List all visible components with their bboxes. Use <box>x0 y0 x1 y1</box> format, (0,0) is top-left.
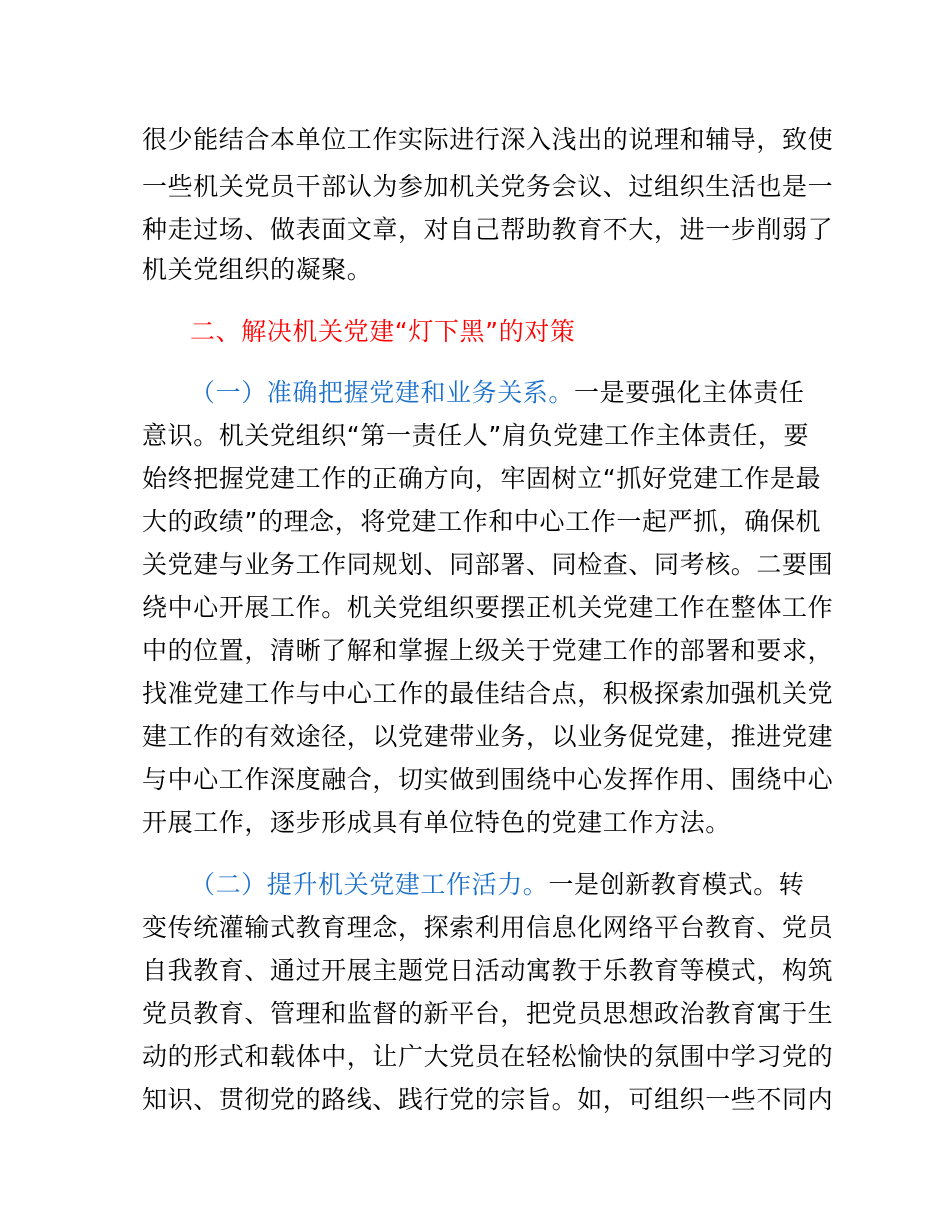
paragraph-line: 开展工作，逐步形成具有单位特色的党建工作方法。 <box>142 808 731 837</box>
paragraph-line: 动的形式和载体中，让广大党员在轻松愉快的氛围中学习党的 <box>142 1042 834 1071</box>
paragraph-line: 知识、贯彻党的路线、践行党的宗旨。如，可组织一些不同内 <box>142 1085 834 1114</box>
subsection-heading: （二）提升机关党建工作活力。 <box>190 870 549 899</box>
subsection-first-line <box>190 870 804 900</box>
paragraph-line: 种走过场、做表面文章，对自己帮助教育不大，进一步削弱了 <box>142 215 834 244</box>
paragraph-line: 很少能结合本单位工作实际进行深入浅出的说理和辅导，致使 <box>142 125 834 154</box>
paragraph-line: 绕中心开展工作。机关党组织要摆正机关党建工作在整体工作 <box>142 593 834 622</box>
paragraph-line: 党员教育、管理和监督的新平台，把党员思想政治教育寓于生 <box>142 999 834 1028</box>
paragraph-line: 大的政绩”的理念，将党建工作和中心工作一起严抓，确保机 <box>142 507 822 536</box>
paragraph-line: 变传统灌输式教育理念，探索利用信息化网络平台教育、党员 <box>142 913 834 942</box>
paragraph-line: 建工作的有效途径，以党建带业务，以业务促党建，推进党建 <box>142 722 834 751</box>
paragraph-line: 找准党建工作与中心工作的最佳结合点，积极探索加强机关党 <box>142 679 834 708</box>
subsection-first-line <box>190 378 804 408</box>
paragraph-line: 一些机关党员干部认为参加机关党务会议、过组织生活也是一 <box>142 172 834 201</box>
paragraph-line: 机关党组织的凝聚。 <box>142 255 373 284</box>
subsection-heading: （一）准确把握党建和业务关系。 <box>190 378 575 407</box>
subsection-text: 一是要强化主体责任 <box>574 378 805 407</box>
paragraph-line: 意识。机关党组织“第一责任人”肩负党建工作主体责任，要 <box>142 421 810 450</box>
paragraph-line: 与中心工作深度融合，切实做到围绕中心发挥作用、围绕中心 <box>142 765 834 794</box>
section-heading: 二、解决机关党建“灯下黑”的对策 <box>190 317 576 346</box>
subsection-text: 一是创新教育模式。转 <box>548 870 805 899</box>
paragraph-line: 始终把握党建工作的正确方向，牢固树立“抓好党建工作是最 <box>142 464 822 493</box>
paragraph-line: 中的位置，清晰了解和掌握上级关于党建工作的部署和要求， <box>142 636 834 665</box>
paragraph-line: 关党建与业务工作同规划、同部署、同检查、同考核。二要围 <box>142 550 834 579</box>
paragraph-line: 自我教育、通过开展主题党日活动寓教于乐教育等模式，构筑 <box>142 956 834 985</box>
